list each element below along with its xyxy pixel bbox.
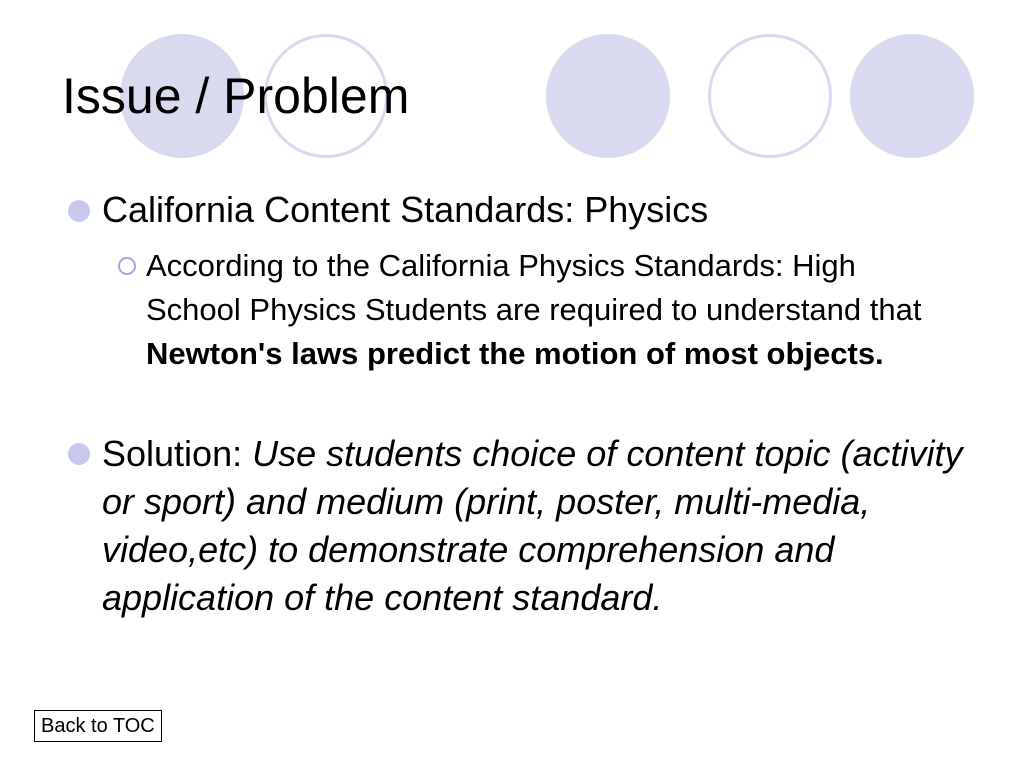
solution-text xyxy=(102,430,992,622)
solution-label: Solution: xyxy=(102,433,253,474)
decor-circle-outline xyxy=(708,34,832,158)
solution-description: Use students choice of content topic (activity or sport) and medium (print, poster, multi-media, video,etc) to demonstrate comprehension and application of the content standard. xyxy=(102,433,963,618)
bullet-text: California Content Standards: Physics xyxy=(102,189,709,230)
sub-bullet-bold-text: Newton's laws predict the motion of most objects. xyxy=(146,336,884,371)
decor-circle-filled xyxy=(546,34,670,158)
back-to-toc-button[interactable]: Back to TOC xyxy=(34,710,162,742)
sub-bullet-icon xyxy=(118,257,136,275)
bullet-icon xyxy=(68,200,90,222)
bullet-icon xyxy=(68,443,90,465)
sub-bullet-text xyxy=(146,244,936,376)
decor-circle-filled xyxy=(850,34,974,158)
sub-bullet-plain-text: According to the California Physics Standards: High School Physics Students are required to understand that xyxy=(146,248,922,327)
slide-title: Issue / Problem xyxy=(62,68,410,124)
